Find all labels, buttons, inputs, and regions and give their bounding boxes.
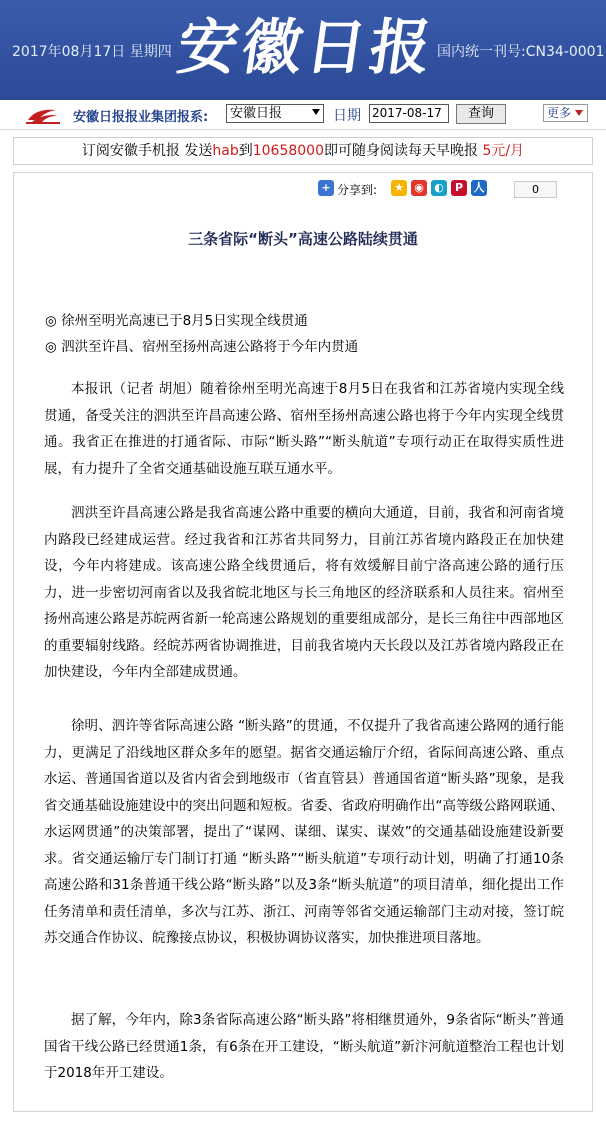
subscribe-code: hab bbox=[212, 143, 239, 159]
subscribe-price: 5元/月 bbox=[482, 143, 525, 159]
article-subtitles bbox=[45, 310, 358, 362]
date-label: 日期 bbox=[333, 108, 361, 124]
article-title: 三条省际“断头”高速公路陆续贯通 bbox=[188, 230, 418, 248]
subscribe-text-2: 到 bbox=[238, 143, 253, 159]
chevron-down-icon bbox=[575, 110, 583, 116]
people-icon[interactable]: P bbox=[451, 180, 467, 196]
article-paragraph: 据了解，今年内，除3条省际高速公路“断头路”将相继贯通外，9条省际“断头”普通国省干线公路已经贯通1条，有6条在开工建设，“断头航道”新汴河航道整治工程也计划于2018年开工建设。 bbox=[44, 1012, 564, 1081]
subtitle-item: ◎ 徐州至明光高速已于8月5日实现全线贯通 bbox=[45, 313, 308, 329]
paper-toolbar bbox=[0, 100, 606, 130]
more-button[interactable] bbox=[543, 104, 588, 122]
article-paragraph: 本报讯（记者 胡旭）随着徐州至明光高速于8月5日在我省和江苏省境内实现全线贯通，备受关注的泗洪至许昌高速公路、宿州至扬州高速公路也将于今年内实现全线贯通。我省正在推进的打通省际、市际“断头路”“断头航道”专项行动正在取得实质性进展，有力提升了全省交通基础设施互联互通水平。 bbox=[44, 381, 564, 477]
article-paragraph: 徐明、泗许等省际高速公路 “断头路”的贯通，不仅提升了我省高速公路网的通行能力，更满足了沿线地区群众多年的愿望。据省交通运输厅介绍，省际间高速公路、重点水运、普通国省道以及省内省会到地级市（省直管县）普通国省道“断头路”现象，是我省交通基础设施建设中的突出问题和短板。省委、省政府明确作出“高等级公路网联通、水运网贯通”的决策部署，提出了“谋网、谋细、谋实、谋效”的交通基础设施建设新要求。省交通运输厅专门制订打通 “断头路”“断头航道”专项行动计划，明确了打通10条高速公路和31条普通干线公路“断头路”以及3条“断头航道”的项目清单，细化提出工作任务清单和责任清单，多次与江苏、浙江、河南等邻省交通运输部门主动对接，签订皖苏交通合作协议、皖豫接点协议，积极协调协议落实，加快推进项目落地。 bbox=[44, 718, 564, 946]
subscribe-text-1: 订阅安徽手机报 发送 bbox=[81, 143, 213, 159]
subscribe-banner[interactable] bbox=[13, 137, 593, 165]
query-button[interactable]: 查询 bbox=[456, 104, 506, 124]
more-label: 更多 bbox=[547, 106, 572, 120]
group-logo-icon bbox=[26, 106, 60, 124]
subtitle-item: ◎ 泗洪至许昌、宿州至扬州高速公路将于今年内贯通 bbox=[45, 339, 359, 355]
paper-select[interactable] bbox=[226, 104, 324, 123]
tencent-weibo-icon[interactable]: ◐ bbox=[431, 180, 447, 196]
subscribe-number: 10658000 bbox=[252, 143, 324, 159]
masthead bbox=[0, 0, 606, 100]
qzone-star-icon[interactable]: ★ bbox=[391, 180, 407, 196]
issue-date: 2017年08月17日 星期四 bbox=[12, 44, 172, 60]
article-paragraph: 泗洪至许昌高速公路是我省高速公路中重要的横向大通道，目前，我省和河南省境内路段已经建成运营。经过我省和江苏省共同努力，目前江苏省境内路段正在加快建设，今年内将建成。该高速公路全线贯通后，将有效缓解目前宁洛高速公路的通行压力，进一步密切河南省以及我省皖北地区与长三角地区的经济联系和人员往来。宿州至扬州高速公路是苏皖两省新一轮高速公路规划的重要组成部分，是长三角往中西部地区的重要辐射线路。经皖苏两省协调推进，目前我省境内天长段以及江苏省境内路段正在加快建设，今年内全部建成贯通。 bbox=[44, 505, 564, 680]
share-count: 0 bbox=[514, 181, 557, 198]
dropdown-arrow-icon bbox=[312, 109, 320, 115]
renren-icon[interactable]: 人 bbox=[471, 180, 487, 196]
share-plus-icon[interactable]: + bbox=[318, 180, 334, 196]
newspaper-logo: 安徽日报 bbox=[173, 13, 439, 83]
share-label: 分享到: bbox=[337, 183, 378, 197]
weibo-icon[interactable]: ◉ bbox=[411, 180, 427, 196]
date-input[interactable]: 2017-08-17 bbox=[369, 104, 449, 123]
subscribe-text-3: 即可随身阅读每天早晚报 bbox=[323, 143, 483, 159]
group-label: 安徽日报报业集团报系: bbox=[73, 110, 209, 125]
issn-number: 国内统一刊号:CN34-0001 bbox=[437, 44, 605, 60]
paper-select-value: 安徽日报 bbox=[230, 106, 283, 121]
